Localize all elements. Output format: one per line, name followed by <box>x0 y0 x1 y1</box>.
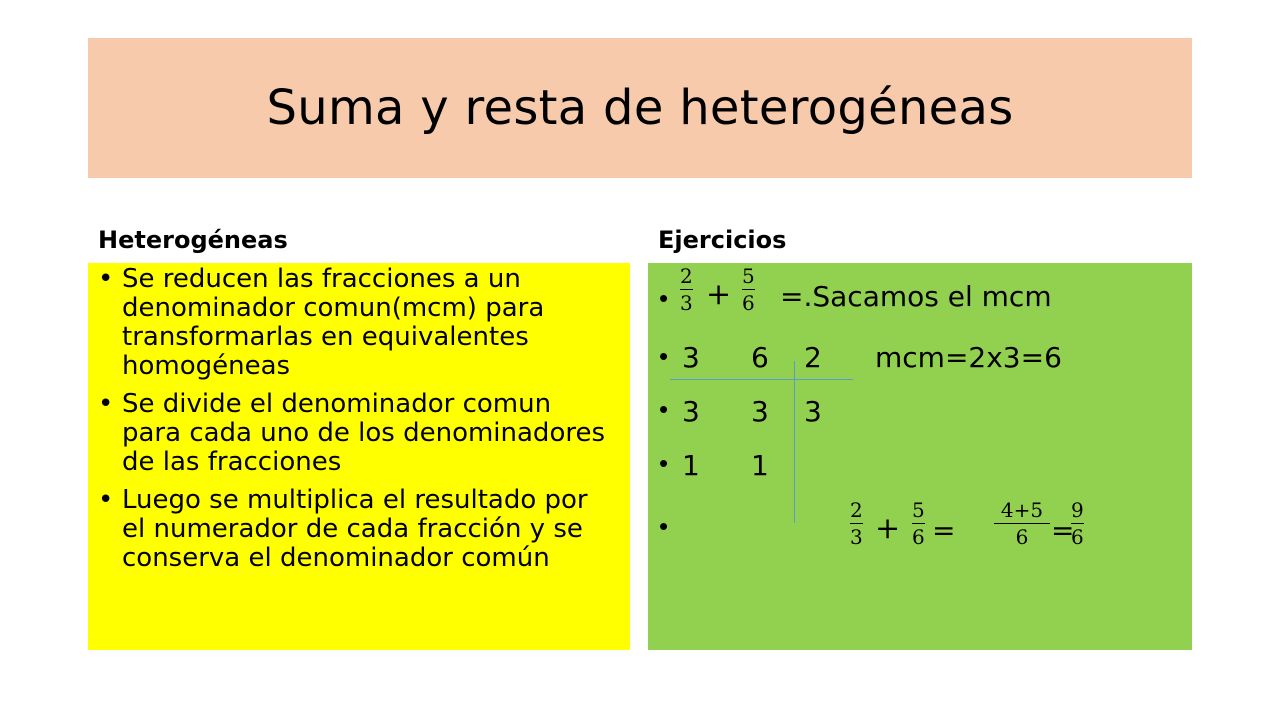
bullet-icon: • <box>659 283 669 313</box>
concept-panel <box>88 263 630 650</box>
mcm-result: mcm=2x3=6 <box>875 341 1062 374</box>
bullet-icon: • <box>98 485 114 515</box>
numerator: 5 <box>912 498 925 522</box>
divisor-cell: 3 <box>804 395 822 428</box>
bullet-icon: • <box>659 394 669 424</box>
fraction-5-6 <box>742 265 755 314</box>
factor-cell: 6 <box>751 341 769 374</box>
plus-sign: + <box>875 511 901 546</box>
list-item <box>98 264 612 381</box>
fraction-2-3 <box>680 265 693 314</box>
numerator: 9 <box>1071 498 1084 522</box>
title-banner <box>88 38 1192 178</box>
numerator: 2 <box>850 498 863 522</box>
numerator: 2 <box>680 264 693 288</box>
fraction-sum <box>994 499 1050 548</box>
bullet-icon: • <box>98 264 114 294</box>
fraction-5-6 <box>912 499 925 548</box>
division-vertical-line <box>794 361 795 523</box>
numerator: 4+5 <box>1000 498 1044 522</box>
fraction-result <box>1071 499 1084 548</box>
division-horizontal-line <box>670 379 853 380</box>
list-item <box>98 389 612 477</box>
list-item-text: Luego se multiplica el resultado por el numerador de cada fracción y se conserva el denominador común <box>122 485 588 573</box>
bullet-icon: • <box>659 341 669 371</box>
right-heading: Ejercicios <box>658 226 787 254</box>
equals-sign: = <box>932 514 956 547</box>
denominator: 3 <box>850 525 863 549</box>
bullet-icon: • <box>659 511 669 541</box>
exercise-panel <box>648 263 1192 650</box>
factor-cell: 1 <box>751 449 769 482</box>
mcm-instruction: =.Sacamos el mcm <box>780 280 1052 313</box>
concept-list <box>88 263 630 573</box>
denominator: 6 <box>1015 525 1029 549</box>
slide-title: Suma y resta de heterogéneas <box>266 80 1014 136</box>
list-item <box>98 485 612 573</box>
denominator: 6 <box>1071 525 1084 549</box>
plus-sign: + <box>706 277 732 312</box>
factor-cell: 3 <box>682 395 700 428</box>
bullet-icon: • <box>98 389 114 419</box>
denominator: 6 <box>742 291 755 315</box>
factor-cell: 1 <box>682 449 700 482</box>
fraction-2-3 <box>850 499 863 548</box>
divisor-cell: 2 <box>804 341 822 374</box>
bullet-icon: • <box>659 448 669 478</box>
left-heading: Heterogéneas <box>98 226 288 254</box>
numerator: 5 <box>742 264 755 288</box>
equals-sign: = <box>1051 514 1075 547</box>
factor-cell: 3 <box>682 341 700 374</box>
factor-cell: 3 <box>751 395 769 428</box>
list-item-text: Se divide el denominador comun para cada uno de los denominadores de las fracciones <box>122 389 606 477</box>
denominator: 3 <box>680 291 693 315</box>
list-item-text: Se reducen las fracciones a un denominador comun(mcm) para transformarlas en equivalentes homogéneas <box>122 264 545 381</box>
denominator: 6 <box>912 525 925 549</box>
